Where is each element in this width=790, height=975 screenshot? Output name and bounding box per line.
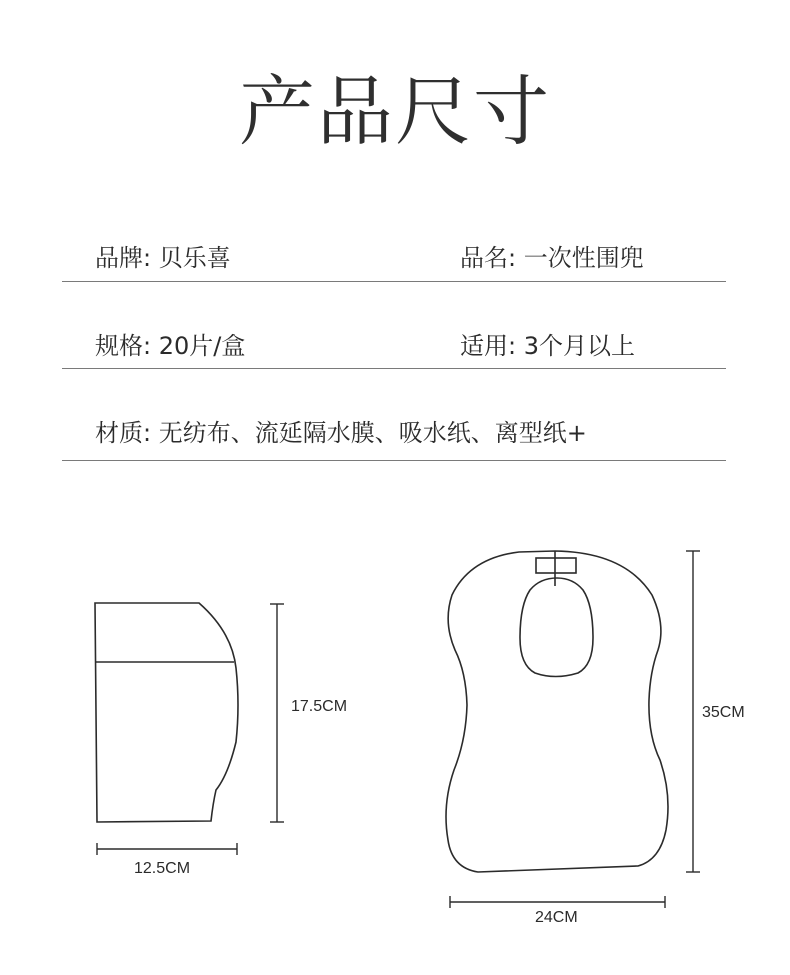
open-bib-outline [446,551,668,872]
folded-height-dimension [270,604,284,822]
folded-width-label: 12.5CM [134,860,191,877]
spec-package-size: 规格: 20片/盒 [95,332,246,360]
open-height-label: 35CM [702,704,745,721]
folded-height-label: 17.5CM [291,698,348,715]
folded-bib-outline [95,603,238,822]
spec-brand: 品牌: 贝乐喜 [95,244,231,272]
page-title: 产品尺寸 [239,67,551,156]
spec-material: 材质: 无纺布、流延隔水膜、吸水纸、离型纸+ [95,419,587,447]
open-height-dimension [686,551,700,872]
spec-suitable-age: 适用: 3个月以上 [460,332,635,360]
spec-product-name: 品名: 一次性围兜 [460,244,644,272]
folded-width-dimension [97,843,237,855]
open-width-label: 24CM [535,909,578,926]
open-width-dimension [450,896,665,908]
